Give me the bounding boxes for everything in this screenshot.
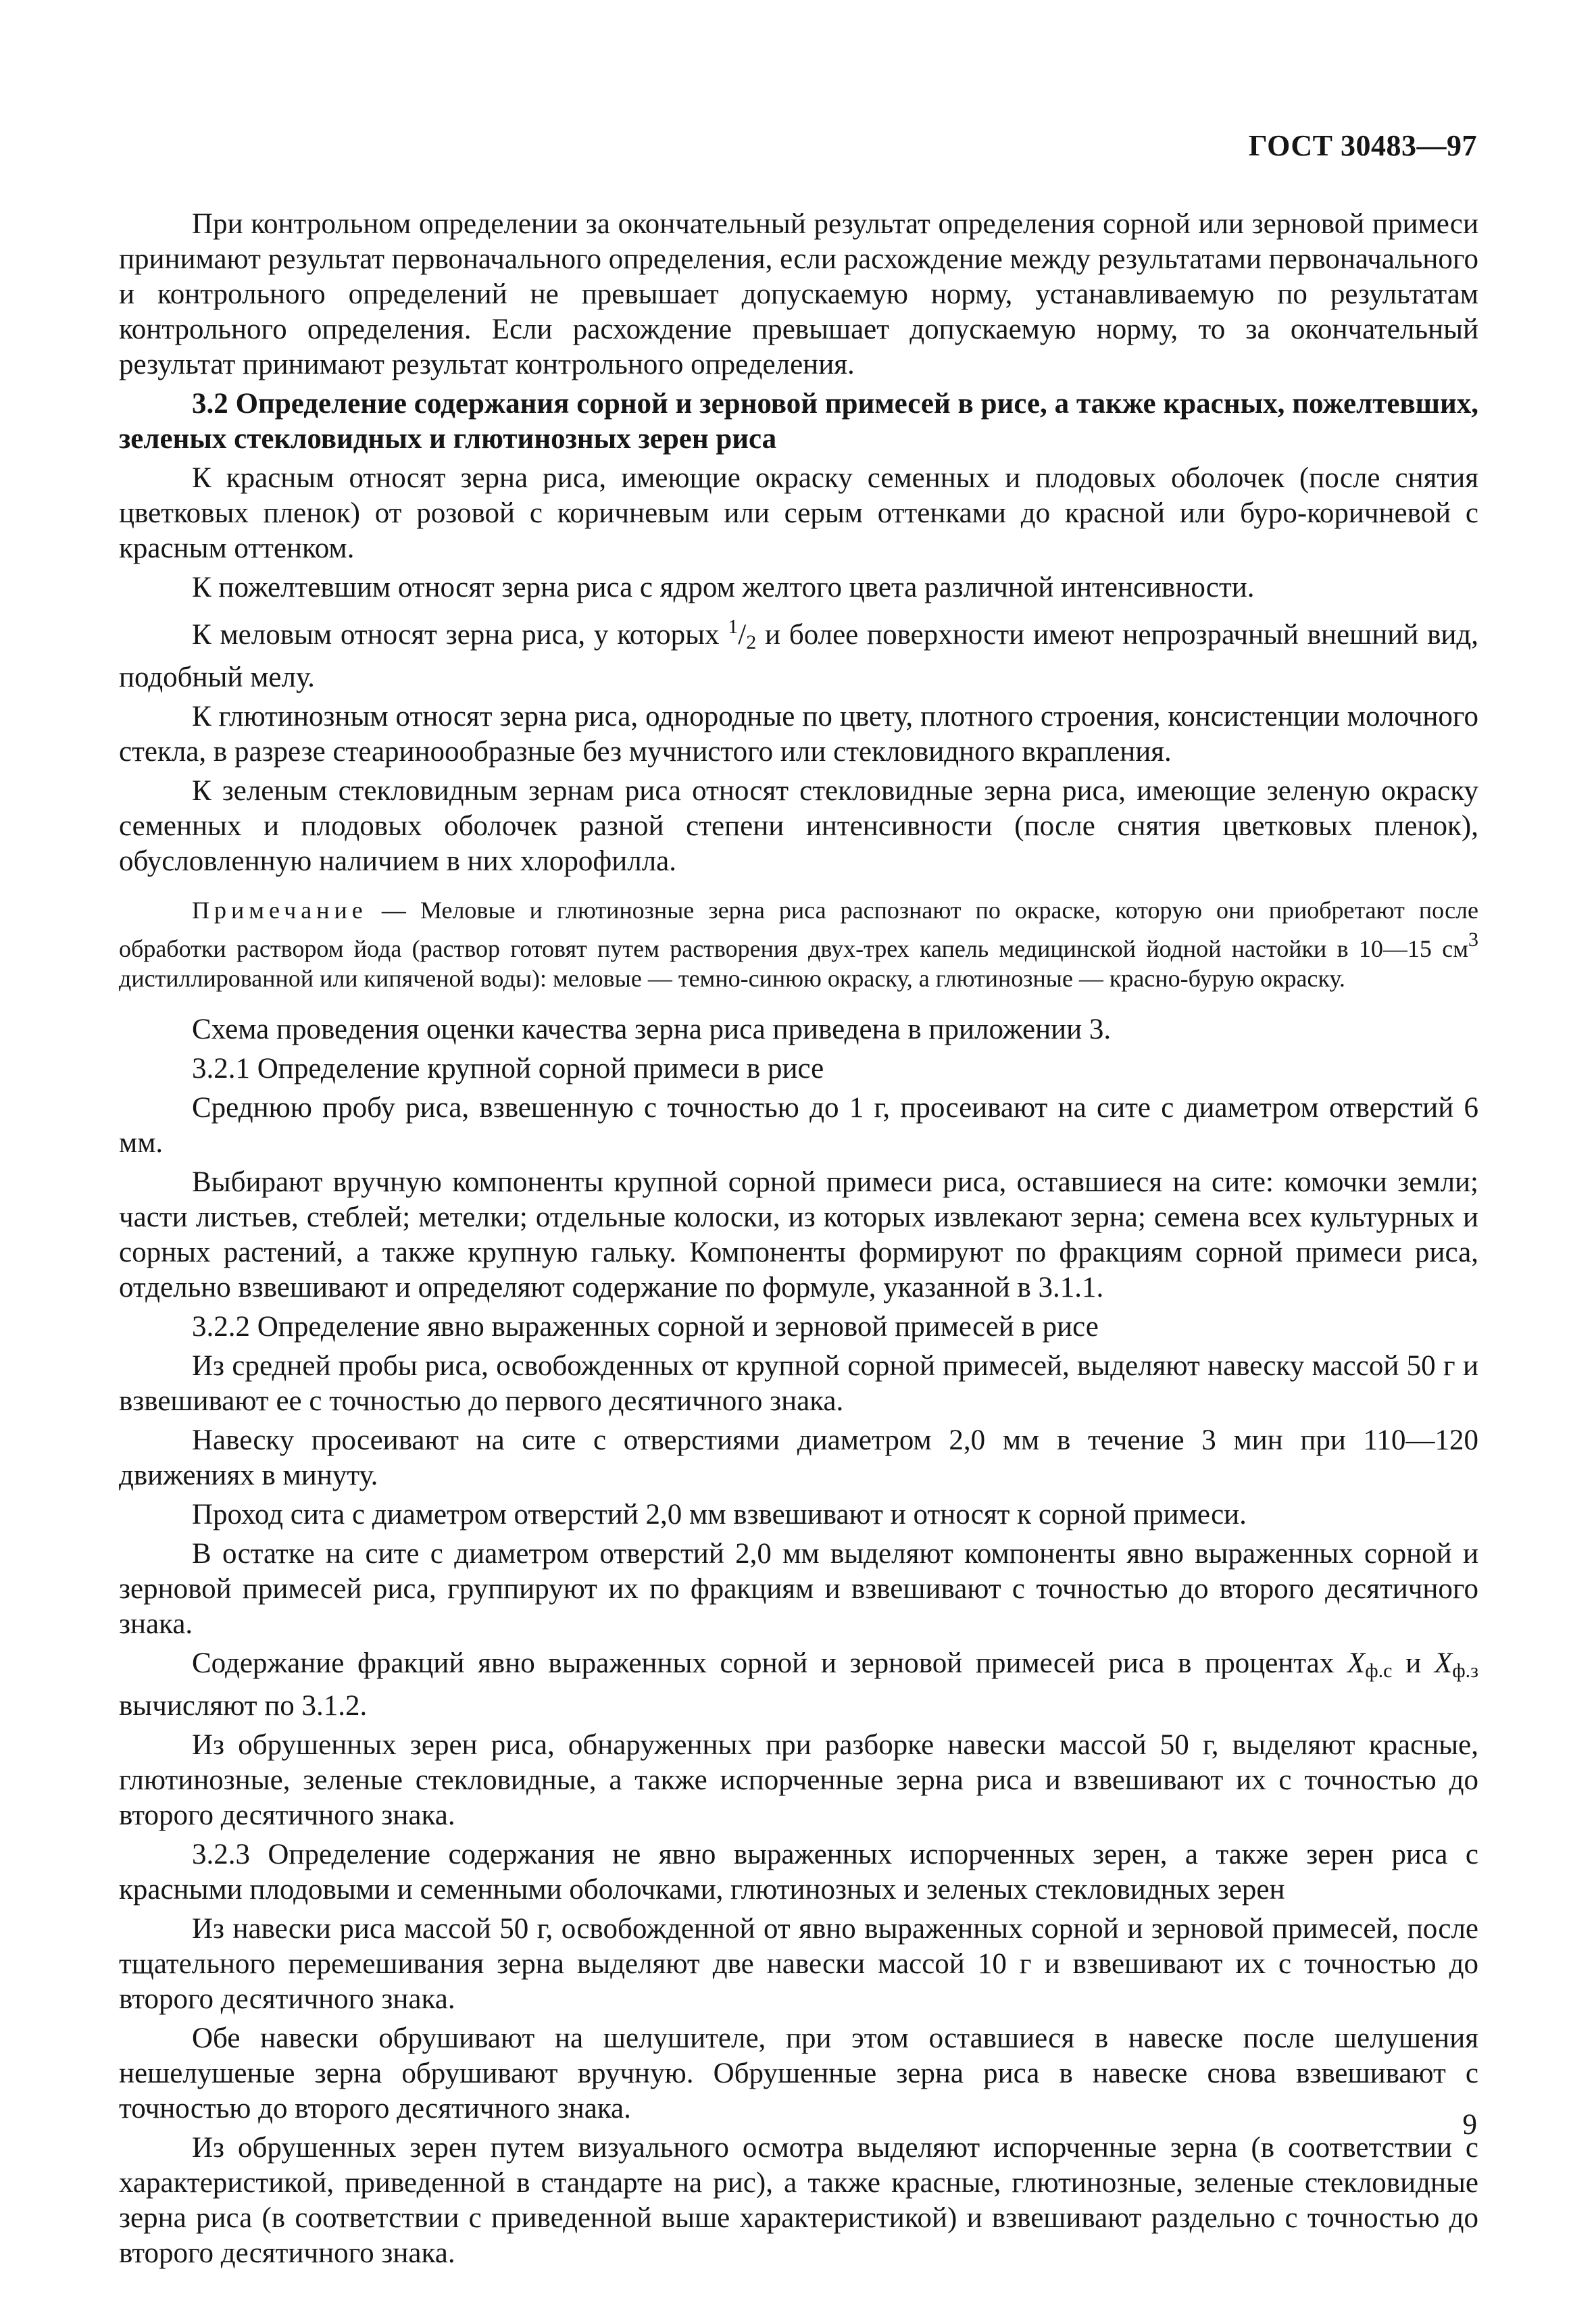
fraction-content-text: Содержание фракций явно выраженных сорной и зерновой примесей риса в процентах xyxy=(192,1647,1335,1679)
note-text-start: — Меловые и глютинозные зерна риса распознают по окраске, которую они приобретают после обработки раствором йода (раствор готовят путем растворения двух-трех капель медицинской йодной настойки в 10—15 см xyxy=(119,897,1478,962)
paragraph-chalky-grains xyxy=(119,609,1478,695)
paragraph-control-determination: При контрольном определении за окончательный результат определения сорной или зерновой примеси принимают результат первоначального определения, если расхождение между результатами первоначального и контрольного определений не превышает допускаемую норму, устанавливаемую по результатам контрольного определения. Если расхождение превышает допускаемую норму, то за окончательный результат принимают результат контрольного определения. xyxy=(119,208,1478,380)
subscript-fz: ф.з xyxy=(1452,1660,1479,1682)
variable-x-fz: X xyxy=(1434,1647,1453,1679)
paragraph-scheme-reference: Схема проведения оценки качества зерна риса приведена в приложении 3. xyxy=(192,1014,1112,1045)
note-label: Примечание xyxy=(192,897,368,924)
paragraph-visual-inspection: Из обрушенных зерен путем визуального осмотра выделяют испорченные зерна (в соответствии с характеристикой, приведенной в стандарте на рис), а также красные, глютинозные, зеленые стекловидные зерна риса (в соответствии с приведенной выше характеристикой) и взвешивают раздельно с точностью до второго десятичного знака. xyxy=(119,2132,1478,2269)
paragraph-sample-50g: Из средней пробы риса, освобожденных от крупной сорной примесей, выделяют навеску массой 50 г и взвешивают ее с точностью до первого десятичного знака. xyxy=(119,1350,1478,1417)
document-code-header: ГОСТ 30483—97 xyxy=(1248,129,1477,162)
paragraph-sieve-2mm: Навеску просеивают на сите с отверстиями диаметром 2,0 мм в течение 3 мин при 110—120 движениях в минуту. xyxy=(119,1424,1478,1491)
chalky-text-end: и более поверхности имеют непрозрачный внешний вид, подобный мелу. xyxy=(119,619,1479,693)
paragraph-yellowed-grains: К пожелтевшим относят зерна риса с ядром желтого цвета различной интенсивности. xyxy=(192,572,1255,603)
chalky-text-start: К меловым относят зерна риса, у которых xyxy=(192,619,720,651)
paragraph-two-samples: Из навески риса массой 50 г, освобожденной от явно выраженных сорной и зерновой примесей, после тщательного перемешивания зерна выделяют две навески массой 10 г и взвешивают их с точностью до второго десятичного знака. xyxy=(119,1913,1478,2015)
note-iodine-test xyxy=(119,895,1478,993)
paragraph-large-impurity-selection: Выбирают вручную компоненты крупной сорной примеси риса, оставшиеся на сите: комочки земли; части листьев, стеблей; метелки; отдельные колоски, из которых извлекают зерна; семена всех культурных и сорных растений, а также крупную гальку. Компоненты формируют по фракциям сорной примеси риса, отдельно взвешивают и определяют содержание по формуле, указанной в 3.1.1. xyxy=(119,1166,1478,1303)
section-3-2-heading: 3.2 Определение содержания сорной и зерновой примесей в рисе, а также красных, пожелтевших, зеленых стекловидных и глютинозных зерен риса xyxy=(119,388,1478,455)
fraction-numerator: 1 xyxy=(728,616,739,638)
section-3-2-2-heading: 3.2.2 Определение явно выраженных сорной и зерновой примесей в рисе xyxy=(192,1311,1099,1343)
paragraph-sieving-sample: Среднюю пробу риса, взвешенную с точностью до 1 г, просеивают на сите с диаметром отверстий 6 мм. xyxy=(119,1092,1478,1159)
fraction-slash: / xyxy=(738,619,747,651)
paragraph-glutinous-grains: К глютинозным относят зерна риса, однородные по цвету, плотного строения, консистенции молочного стекла, в разрезе стеариноообразные без мучнистого или стекловидного вкрапления. xyxy=(119,701,1478,768)
paragraph-sieve-pass: Проход сита с диаметром отверстий 2,0 мм взвешивают и относят к сорной примеси. xyxy=(192,1499,1247,1530)
paragraph-red-grains: К красным относят зерна риса, имеющие окраску семенных и плодовых оболочек (после снятия цветковых пленок) от розовой с коричневым или серым оттенками до красной или буро-коричневой с красным оттенком. xyxy=(119,462,1478,564)
note-text-end: дистиллированной или кипяченой воды): меловые — темно-синюю окраску, а глютинозные — красно-бурую окраску. xyxy=(119,965,1345,992)
note-cubic-superscript: 3 xyxy=(1468,928,1478,951)
conjunction-and: и xyxy=(1405,1647,1422,1679)
page-content xyxy=(119,207,1478,2275)
fraction-content-end: вычисляют по 3.1.2. xyxy=(119,1690,368,1722)
subscript-fs: ф.с xyxy=(1365,1660,1393,1682)
variable-x-fs: X xyxy=(1347,1647,1366,1679)
section-3-2-1-heading: 3.2.1 Определение крупной сорной примеси в рисе xyxy=(192,1053,824,1085)
paragraph-green-vitreous-grains: К зеленым стекловидным зернам риса относят стекловидные зерна риса, имеющие зеленую окраску семенных и плодовых оболочек разной степени интенсивности (после снятия цветковых пленок), обусловленную наличием в них хлорофилла. xyxy=(119,775,1478,877)
fraction-denominator: 2 xyxy=(746,631,757,653)
page-number: 9 xyxy=(1462,2109,1477,2141)
fraction-one-half xyxy=(728,616,757,653)
paragraph-hulled-grains: Из обрушенных зерен риса, обнаруженных при разборке навески массой 50 г, выделяют красные, глютинозные, зеленые стекловидные, а также испорченные зерна риса и взвешивают их с точностью до второго десятичного знака. xyxy=(119,1729,1478,1831)
paragraph-sieve-residue: В остатке на сите с диаметром отверстий 2,0 мм выделяют компоненты явно выраженных сорной и зерновой примесей риса, группируют их по фракциям и взвешивают с точностью до второго десятичного знака. xyxy=(119,1538,1478,1640)
paragraph-husker: Обе навески обрушивают на шелушителе, при этом оставшиеся в навеске после шелушения нешелушеные зерна обрушивают вручную. Обрушенные зерна риса в навеске снова взвешивают с точностью до второго десятичного знака. xyxy=(119,2022,1478,2124)
section-3-2-3-heading: 3.2.3 Определение содержания не явно выраженных испорченных зерен, а также зерен риса с красными плодовыми и семенными оболочками, глютинозных и зеленых стекловидных зерен xyxy=(119,1839,1478,1906)
paragraph-fraction-content xyxy=(119,1646,1478,1724)
